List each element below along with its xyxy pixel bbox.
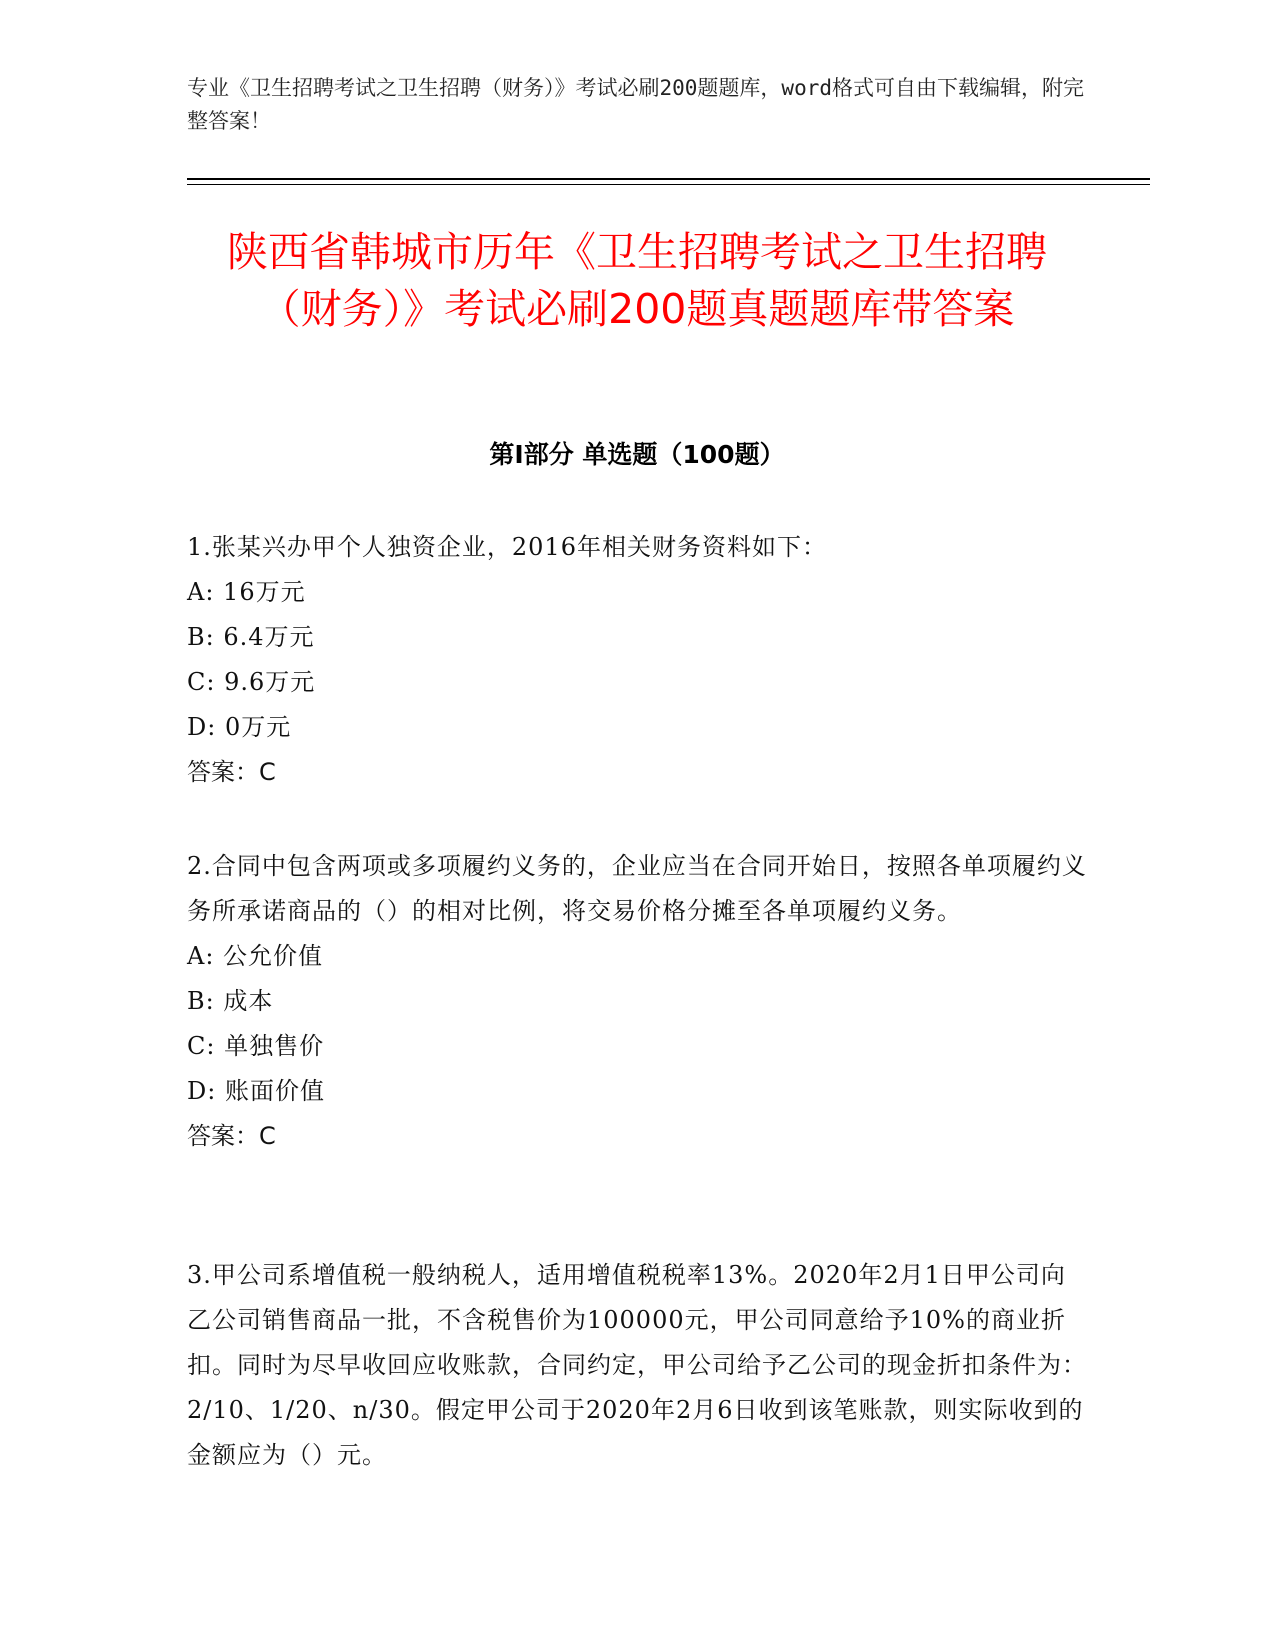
question-2 (187, 844, 1087, 1159)
option-b: B: 成本 (187, 987, 274, 1015)
question-3 (187, 1253, 1087, 1478)
option-b: B: 6.4万元 (187, 623, 315, 651)
document-title: 陕西省韩城市历年《卫生招聘考试之卫生招聘（财务）》考试必刷200题真题题库带答案 (227, 228, 1047, 333)
section-title: 第I部分 单选题（100题） (489, 440, 785, 469)
option-a: A: 16万元 (187, 578, 306, 606)
header-note: 专业《卫生招聘考试之卫生招聘（财务）》考试必刷200题题库，word格式可自由下载编辑，附完整答案！ (187, 76, 1084, 133)
option-c: C: 9.6万元 (187, 668, 316, 696)
question-1 (187, 525, 1087, 795)
option-d: D: 0万元 (187, 713, 292, 741)
question-stem: 2.合同中包含两项或多项履约义务的，企业应当在合同开始日，按照各单项履约义务所承诺商品的（）的相对比例，将交易价格分摊至各单项履约义务。 (187, 852, 1087, 925)
option-a: A: 公允价值 (187, 942, 324, 970)
question-stem: 1.张某兴办甲个人独资企业，2016年相关财务资料如下： (187, 533, 827, 561)
question-stem: 3.甲公司系增值税一般纳税人，适用增值税税率13%。2020年2月1日甲公司向乙公司销售商品一批，不含税售价为100000元，甲公司同意给予10%的商业折扣。同时为尽早收回应收账款，合同约定，甲公司给予乙公司的现金折扣条件为：2/10、1/20、n/30。假定甲公司于2020年2月6日收到该笔账款，则实际收到的金额应为（）元。 (187, 1261, 1087, 1469)
option-d: D: 账面价值 (187, 1077, 325, 1105)
header-divider-thick (187, 178, 1150, 180)
answer-label: 答案：C (187, 758, 276, 786)
option-c: C: 单独售价 (187, 1032, 325, 1060)
header-divider-thin (187, 184, 1150, 185)
answer-label: 答案：C (187, 1122, 276, 1150)
